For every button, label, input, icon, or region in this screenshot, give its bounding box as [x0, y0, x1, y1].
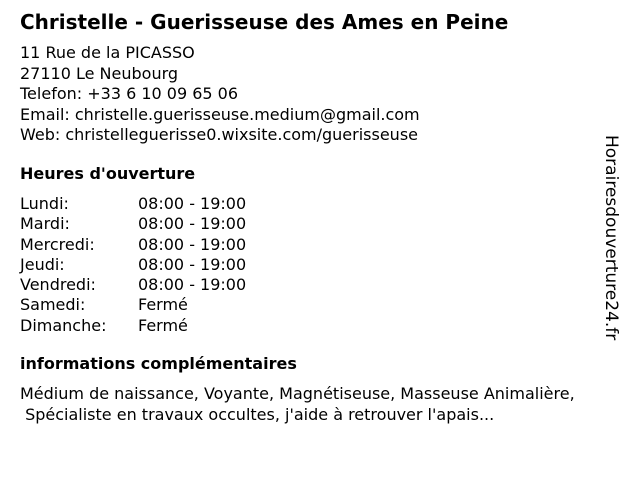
business-name: Christelle - Guerisseuse des Ames en Peine [20, 10, 509, 34]
day-label: Samedi: [20, 295, 86, 315]
contact-block [20, 43, 420, 146]
hours-row-friday [20, 275, 246, 295]
day-label: Lundi: [20, 194, 69, 213]
day-label: Jeudi: [20, 254, 65, 274]
additional-info-text [20, 384, 620, 425]
address-city: 27110 Le Neubourg [20, 63, 179, 83]
day-label: Mercredi: [20, 234, 95, 254]
hours-row-sunday [20, 316, 246, 336]
info-line-1: Médium de naissance, Voyante, Magnétiseuse, Masseuse Animalière, [20, 384, 575, 403]
day-hours: 08:00 - 19:00 [138, 194, 247, 213]
address-street: 11 Rue de la PICASSO [20, 43, 195, 62]
day-hours: 08:00 - 19:00 [138, 275, 247, 295]
site-watermark: Horairesdouverture24.fr [601, 135, 621, 341]
day-hours: 08:00 - 19:00 [138, 234, 247, 254]
hours-row-monday [20, 194, 246, 214]
hours-row-tuesday [20, 214, 246, 234]
day-hours: Fermé [138, 315, 188, 335]
additional-info-heading: informations complémentaires [20, 354, 297, 373]
day-hours: Fermé [138, 295, 188, 315]
day-label: Dimanche: [20, 315, 107, 335]
opening-hours-table [20, 194, 246, 336]
day-hours: 08:00 - 19:00 [138, 254, 247, 274]
day-label: Vendredi: [20, 275, 96, 295]
phone-number: Telefon: +33 6 10 09 65 06 [20, 84, 239, 103]
hours-row-saturday [20, 295, 246, 315]
info-line-2: Spécialiste en travaux occultes, j'aide à retrouver l'apais... [20, 404, 495, 424]
website-address: Web: christelleguerisse0.wixsite.com/guerisseuse [20, 125, 418, 144]
opening-hours-heading: Heures d'ouverture [20, 164, 196, 183]
day-label: Mardi: [20, 214, 70, 234]
day-hours: 08:00 - 19:00 [138, 214, 247, 234]
hours-row-wednesday [20, 235, 246, 255]
email-address: Email: christelle.guerisseuse.medium@gmail.com [20, 104, 420, 124]
hours-row-thursday [20, 255, 246, 275]
